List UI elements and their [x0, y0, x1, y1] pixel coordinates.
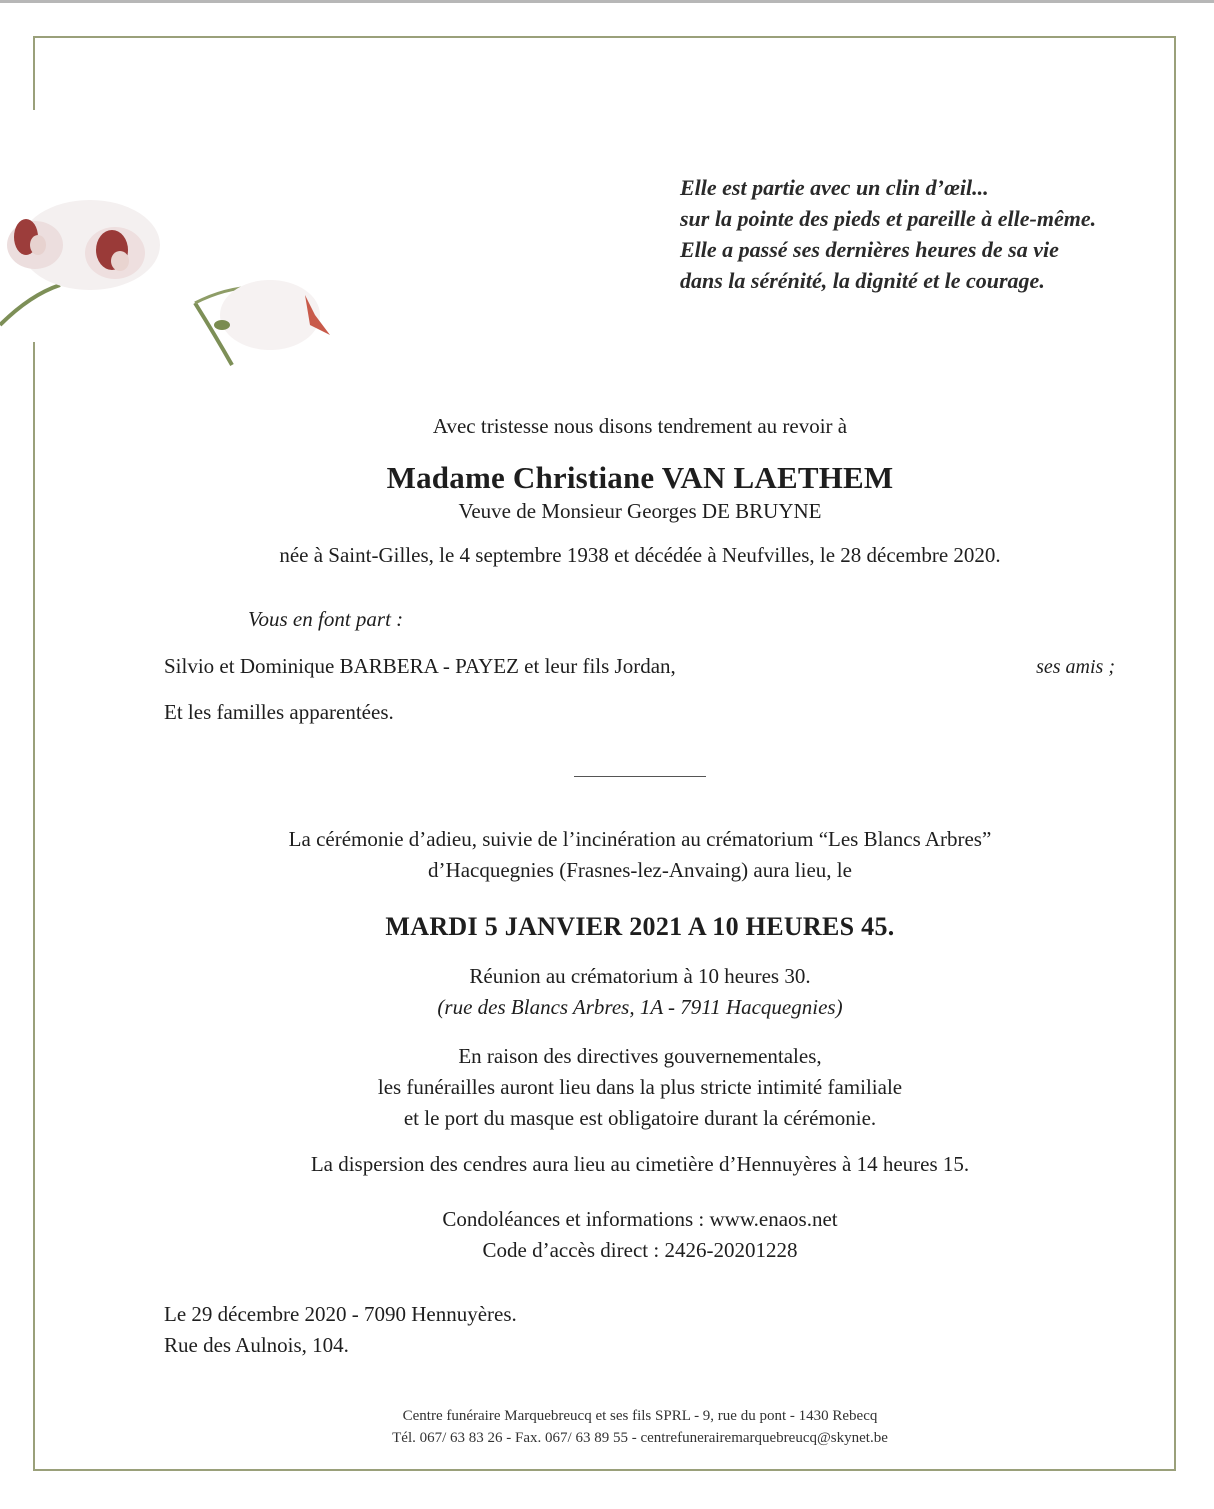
- friends-text: ses amis ;: [1036, 656, 1115, 678]
- condolences-info: [0, 1204, 1214, 1266]
- place-and-date: [164, 1299, 517, 1361]
- home-address: Rue des Aulnois, 104.: [164, 1333, 349, 1357]
- orchid-illustration: [0, 175, 345, 375]
- family-title: Vous en font part :: [248, 607, 404, 631]
- relatives-line: Et les familles apparentées.: [164, 700, 394, 724]
- meeting-time: Réunion au crématorium à 10 heures 30.: [469, 964, 811, 988]
- quote-line: Elle a passé ses dernières heures de sa vie: [680, 237, 1059, 262]
- covid-line: et le port du masque est obligatoire durant la cérémonie.: [403, 1106, 877, 1130]
- place-date-line: Le 29 décembre 2020 - 7090 Hennuyères.: [164, 1302, 517, 1326]
- deceased-name: Madame Christiane VAN LAETHEM: [386, 460, 894, 495]
- family-member-line: Silvio et Dominique BARBERA - PAYEZ et leur fils Jordan,: [164, 654, 676, 678]
- ceremony-text: [0, 824, 1214, 886]
- ash-dispersion: La dispersion des cendres aura lieu au cimetière d’Hennuyères à 14 heures 15.: [310, 1152, 970, 1176]
- access-code-line: Code d’accès direct : 2426-20201228: [482, 1238, 798, 1262]
- widow-of: Veuve de Monsieur Georges DE BRUYNE: [458, 499, 822, 523]
- ceremony-line: La cérémonie d’adieu, suivie de l’incinération au crématorium “Les Blancs Arbres”: [288, 827, 992, 851]
- quote-line: dans la sérénité, la dignité et le courage.: [680, 268, 1045, 293]
- crematorium-address: (rue des Blancs Arbres, 1A - 7911 Hacquegnies): [437, 995, 843, 1019]
- section-divider: [574, 776, 706, 777]
- footer-line: Tél. 067/ 63 83 26 - Fax. 067/ 63 89 55 - centrefunerairemarquebreucq@skynet.be: [392, 1430, 888, 1446]
- quote-line: Elle est partie avec un clin d’œil...: [680, 175, 989, 200]
- intro-text: Avec tristesse nous disons tendrement au revoir à: [432, 414, 848, 438]
- page-edge-line: [0, 0, 1214, 3]
- covid-line: les funérailles auront lieu dans la plus stricte intimité familiale: [377, 1075, 903, 1099]
- ceremony-line: d’Hacquegnies (Frasnes-lez-Anvaing) aura lieu, le: [428, 858, 852, 882]
- funeral-home-footer: [0, 1405, 1214, 1449]
- condolences-line: Condoléances et informations : www.enaos.net: [442, 1207, 838, 1231]
- covid-line: En raison des directives gouvernementales,: [458, 1044, 822, 1068]
- epitaph-quote: [680, 172, 1160, 296]
- birth-death-dates: née à Saint-Gilles, le 4 septembre 1938 et décédée à Neufvilles, le 28 décembre 2020.: [279, 543, 1001, 567]
- quote-line: sur la pointe des pieds et pareille à elle-même.: [680, 206, 1097, 231]
- ceremony-date: MARDI 5 JANVIER 2021 A 10 HEURES 45.: [385, 912, 895, 941]
- covid-notice: [0, 1041, 1214, 1134]
- meeting-info: [0, 961, 1214, 1023]
- footer-line: Centre funéraire Marquebreucq et ses fils SPRL - 9, rue du pont - 1430 Rebecq: [402, 1408, 878, 1424]
